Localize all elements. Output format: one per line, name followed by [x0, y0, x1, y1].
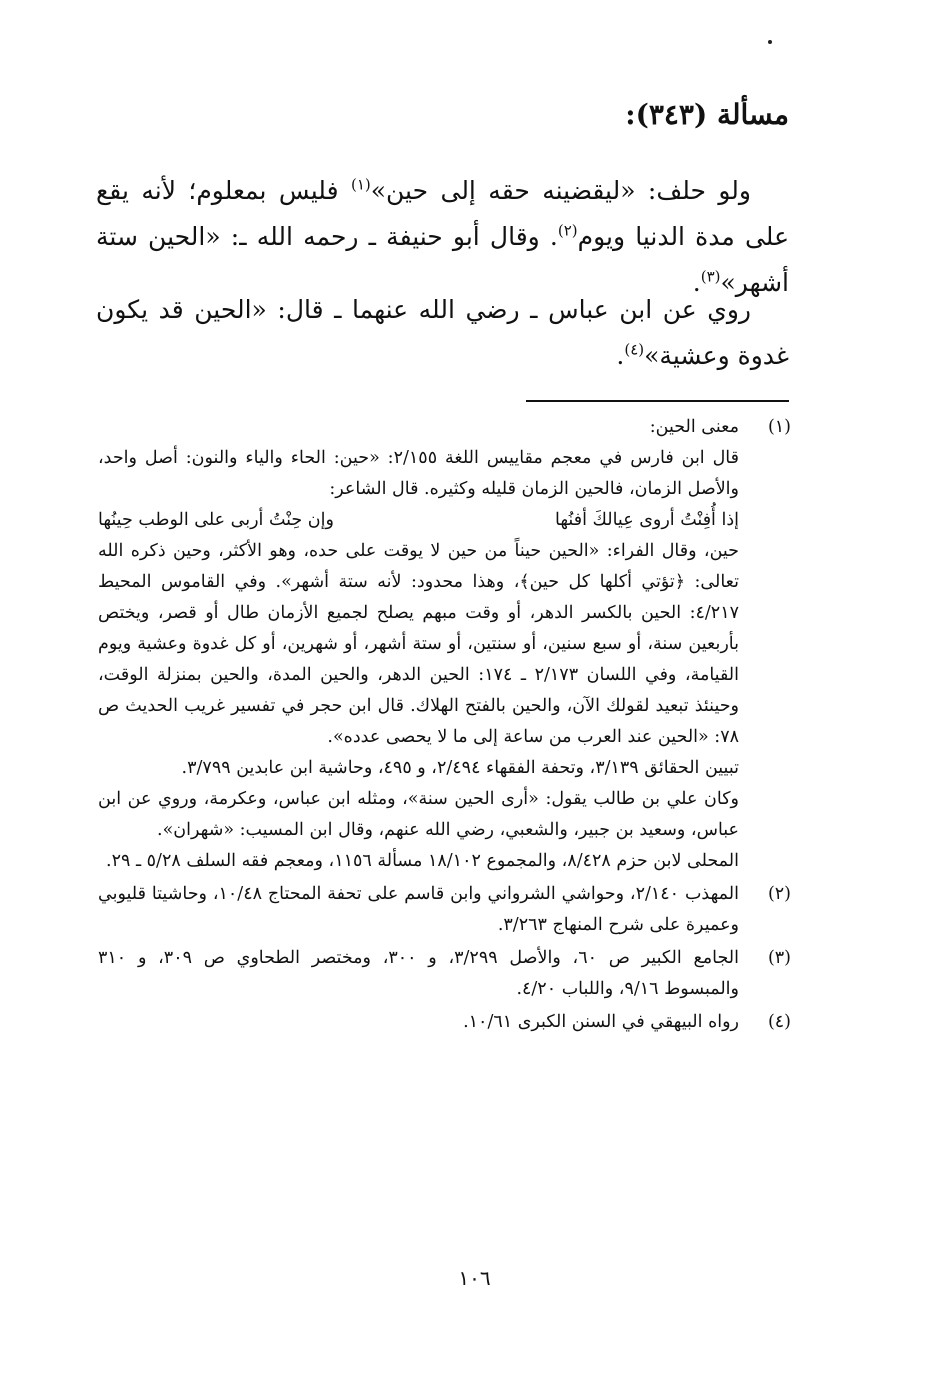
- footnote-4: [98, 1007, 791, 1038]
- footnotes: [98, 412, 791, 1040]
- footnote-2: [98, 879, 791, 941]
- footnote-1-text-1: قال ابن فارس في معجم مقاييس اللغة ٢/١٥٥: «حين: الحاء والياء والنون: أصل واحد، والأصل الزمان، فالحين الزمان قليله وكثيره. قال الشاعر:: [98, 448, 739, 499]
- poetry-verse: [98, 505, 739, 536]
- footnote-2-text: المهذب ٢/١٤٠، وحواشي الشرواني وابن قاسم على تحفة المحتاج ١٠/٤٨، وحاشيتا قليوبي وعميرة على شرح المنهاج ٣/٢٦٣.: [98, 884, 739, 935]
- footnote-1-text-4: وكان علي بن طالب يقول: «أرى الحين سنة»، ومثله ابن عباس، وعكرمة، وروي عن ابن عباس، وسعيد بن جبير، والشعبي، رضي الله عنهم، وقال ابن المسيب: «شهران».: [98, 789, 739, 840]
- para1-text-c: . وقال أبو حنيفة ـ رحمه الله ـ: «الحين ستة أشهر»: [96, 222, 789, 297]
- page-number: ١٠٦: [458, 1266, 491, 1290]
- footnote-1-text-5: المحلى لابن حزم ٨/٤٢٨، والمجموع ١٨/١٠٢ مسألة ١١٥٦، ومعجم فقه السلف ٥/٢٨ ـ ٢٩.: [106, 851, 739, 871]
- footnote-ref-3: (٣): [700, 267, 721, 286]
- ink-speck: [768, 40, 772, 44]
- footnote-1-text-2: حين، وقال الفراء: «الحين حيناً من حين لا يوقت على حده، وهو الأكثر، وحين ذكره الله تعالى: ﴿تؤتي أكلها كل حين﴾، وهذا محدود: لأنه ستة أشهر». وفي القاموس المحيط ٤/٢١٧: الحين بالكسر الدهر، أو وقت مبهم يصلح لجميع الأزمان طال أو قصر، ويختص بأربعين سنة، أو سبع سنين، أو سنتين، أو ستة أشهر، أو شهرين، أو كل غدوة وعشية ويوم القيامة، وفي اللسان ٢/١٧٣ ـ ١٧٤: الحين الدهر، والحين المدة، والحين بمنزلة الوقت، وحينئذ تبعيد لقولك الآن، والحين بالفتح الهلاك. قال ابن حجر في تفسير غريب الحديث ص ٧٨: «الحين عند العرب من ساعة إلى ما لا يحصى عدده».: [98, 541, 739, 747]
- issue-heading: مسألة (٣٤٣):: [625, 98, 789, 131]
- footnote-1: [98, 412, 791, 877]
- para2-text-b: .: [616, 341, 625, 370]
- footnote-3: [98, 943, 791, 1005]
- footnote-ref-2: (٢): [557, 221, 578, 240]
- footnote-separator: [526, 400, 789, 402]
- para1-text-a: ولو حلف: «ليقضينه حقه إلى حين»: [370, 176, 751, 205]
- footnote-number: (٢): [767, 884, 791, 904]
- footnote-4-text: رواه البيهقي في السنن الكبرى ١٠/٦١.: [463, 1012, 739, 1032]
- para2-text-a: روي عن ابن عباس ـ رضي الله عنهما ـ قال: «الحين قد يكون غدوة وعشية»: [96, 295, 789, 370]
- verse-first-half: إذا أُفِنْتُ أروى عِيالكَ أفنُها: [555, 510, 739, 530]
- footnote-1-title: معنى الحين:: [649, 417, 739, 437]
- main-paragraph-1: [96, 168, 789, 306]
- footnote-ref-1: (١): [350, 175, 371, 194]
- footnote-ref-4: (٤): [624, 340, 645, 359]
- footnote-1-text-3: تبيين الحقائق ٣/١٣٩، وتحفة الفقهاء ٢/٤٩٤، و ٤٩٥، وحاشية ابن عابدين ٣/٧٩٩.: [181, 758, 739, 778]
- para1-text-b: فليس بمعلوم؛ لأنه يقع على مدة الدنيا ويوم: [96, 176, 789, 251]
- para1-text-d: .: [692, 268, 701, 297]
- footnote-3-text: الجامع الكبير ص ٦٠، والأصل ٣/٢٩٩، و ٣٠٠، ومختصر الطحاوي ص ٣٠٩، و ٣١٠ والمبسوط ٩/١٦، واللباب ٤/٢٠.: [98, 948, 739, 999]
- footnote-number: (٣): [767, 948, 791, 968]
- verse-second-half: وإن حِنْتُ أربى على الوطب حِينُها: [98, 510, 334, 530]
- footnote-number: (٤): [767, 1012, 791, 1032]
- footnote-number: (١): [767, 417, 791, 437]
- main-paragraph-2: [96, 287, 789, 379]
